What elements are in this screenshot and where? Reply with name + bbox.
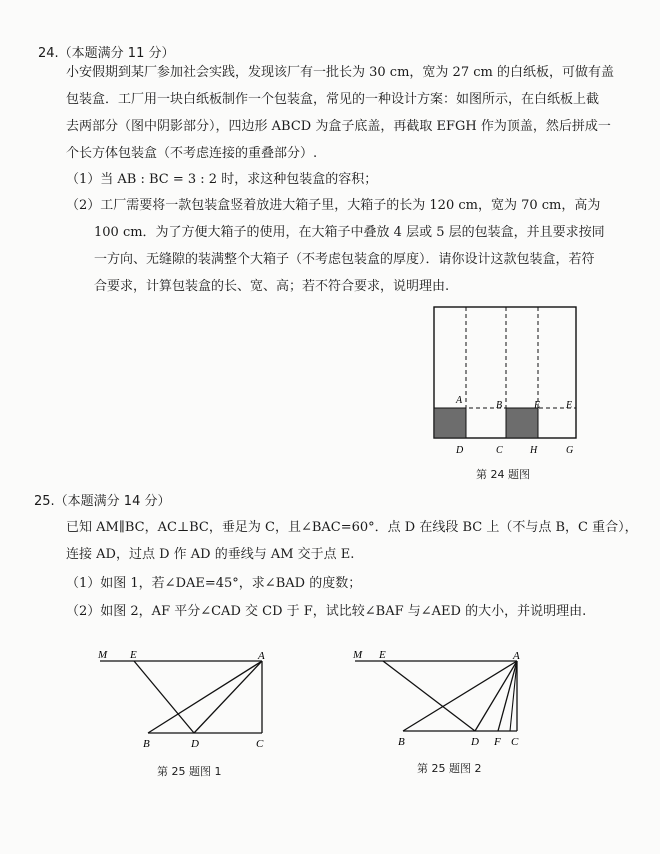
line-AB (403, 661, 517, 731)
shaded-region-right (506, 408, 538, 438)
q25-part1-text: （1）如图 1，若∠DAE=45°，求∠BAD 的度数； (66, 576, 362, 591)
label-B: B (398, 736, 405, 748)
label-F: F (494, 736, 501, 748)
q25-part1 (66, 570, 361, 597)
q25-figure1 (90, 645, 280, 755)
label-D: D (456, 445, 464, 456)
q25-heading: 25.（本题满分 14 分） (34, 494, 171, 509)
q24-body-line: 包装盒．工厂用一块白纸板制作一个包装盒，常见的一种设计方案：如图所示，在白纸板上截 (66, 92, 600, 107)
q24-heading: 24.（本题满分 11 分） (38, 46, 175, 61)
q25-part2 (66, 598, 586, 625)
label-E: E (130, 649, 137, 661)
q25-caption2: 第 25 题图 2 (417, 762, 482, 775)
label-M: M (98, 649, 108, 661)
q24-part1-text: （1）当 AB : BC = 3 : 2 时，求这种包装盒的容积； (66, 172, 378, 187)
q24-body-line: 小安假期到某厂参加社会实践，发现该厂有一批长为 30 cm，宽为 27 cm 的白纸板，可做有盖 (66, 65, 614, 80)
q24-body-line: 个长方体包装盒（不考虑连接的重叠部分）. (66, 146, 318, 161)
label-E2: E (566, 400, 573, 411)
label-H: H (530, 445, 538, 456)
q25-part2-text: （2）如图 2，AF 平分∠CAD 交 CD 于 F，试比较∠BAF 与∠AED 的大小，并说明理由. (66, 604, 587, 619)
label-B: B (496, 400, 503, 411)
q24-body (66, 59, 614, 167)
label-C: C (496, 445, 503, 456)
label-C: C (511, 736, 519, 748)
label-M: M (353, 649, 363, 661)
shaded-region-left (434, 408, 466, 438)
q25-body-line: 已知 AM∥BC，AC⊥BC，垂足为 C，且∠BAC=60°．点 D 在线段 BC 上（不与点 B，C 重合）， (66, 520, 638, 535)
q24-figure (420, 300, 590, 460)
q24-part2-line: 一方向、无缝隙的装满整个大箱子（不考虑包装盒的厚度）．请你设计这款包装盒，若符 (94, 252, 595, 267)
q25-body (66, 514, 638, 568)
q25-caption1: 第 25 题图 1 (157, 765, 222, 778)
q24-part2-line: 100 cm．为了方便大箱子的使用，在大箱子中叠放 4 层或 5 层的包装盒，并且要求按同 (94, 225, 605, 240)
q25-body-line: 连接 AD，过点 D 作 AD 的垂线与 AM 交于点 E. (66, 547, 355, 562)
label-G: G (566, 445, 574, 456)
label-E: E (379, 649, 386, 661)
q24-body-line: 去两部分（图中阴影部分），四边形 ABCD 为盒子底盖，再截取 EFGH 作为顶盖，然后拼成一 (66, 119, 611, 134)
label-A: A (456, 395, 463, 406)
q24-caption: 第 24 题图 (476, 468, 530, 481)
label-A: A (513, 650, 520, 662)
label-D: D (471, 736, 479, 748)
q24-part2-line: （2）工厂需要将一款包装盒竖着放进大箱子里，大箱子的长为 120 cm，宽为 70 cm，高为 (66, 198, 601, 213)
q24-part2 (66, 192, 605, 300)
label-D: D (191, 738, 199, 750)
label-C: C (256, 738, 264, 750)
q24-part2-line: 合要求，计算包装盒的长、宽、高；若不符合要求，说明理由. (94, 279, 450, 294)
q24-part1 (66, 166, 377, 193)
q25-figure2 (345, 645, 535, 755)
label-E1: E (534, 400, 541, 411)
label-A: A (258, 650, 265, 662)
label-B: B (143, 738, 150, 750)
